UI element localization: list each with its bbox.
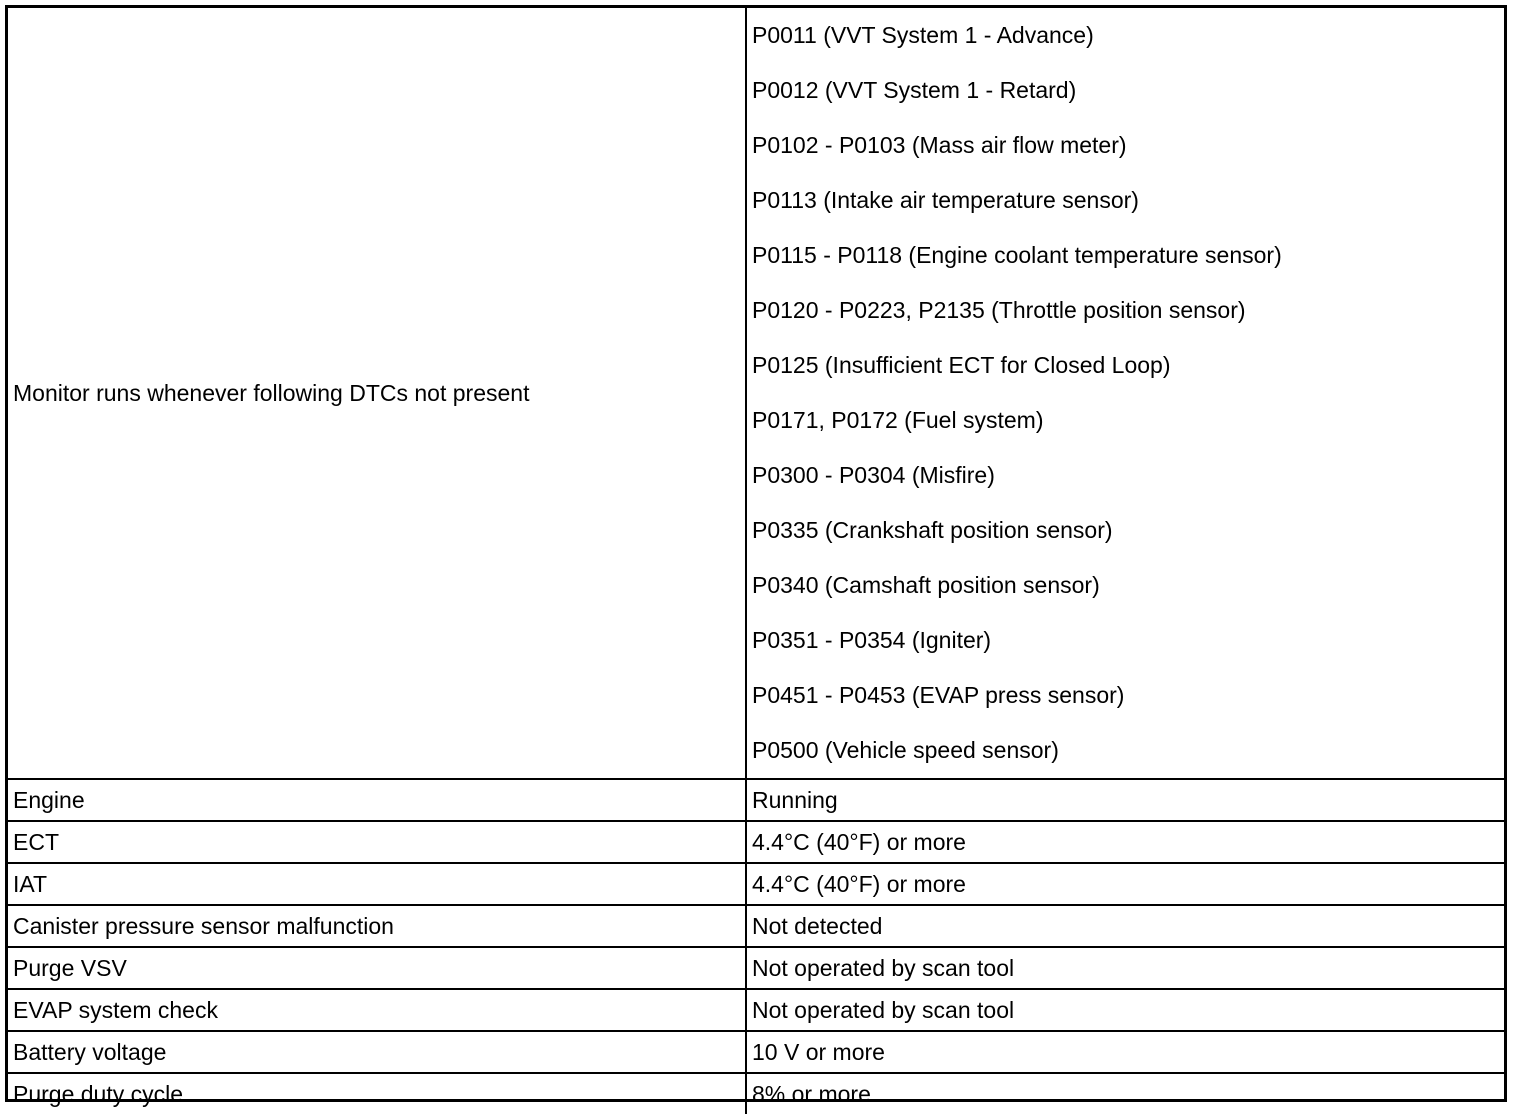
- row-label: Engine: [8, 779, 746, 821]
- dtc-item: P0113 (Intake air temperature sensor): [752, 187, 1139, 213]
- dtc-item: P0335 (Crankshaft position sensor): [752, 517, 1113, 543]
- row-label: ECT: [8, 821, 746, 863]
- row-value: 4.4°C (40°F) or more: [746, 821, 1504, 863]
- table-row-iat: [8, 863, 1504, 905]
- row-label: IAT: [8, 863, 746, 905]
- dtc-item: P0125 (Insufficient ECT for Closed Loop): [752, 352, 1171, 378]
- dtc-list: [752, 8, 1504, 778]
- dtc-item: P0300 - P0304 (Misfire): [752, 462, 995, 488]
- monitor-conditions-table: [8, 8, 1504, 1114]
- dtc-item: P0115 - P0118 (Engine coolant temperature sensor): [752, 242, 1282, 268]
- row-value: 4.4°C (40°F) or more: [746, 863, 1504, 905]
- row-label: Battery voltage: [8, 1031, 746, 1073]
- row-value: Not operated by scan tool: [746, 947, 1504, 989]
- row-value: Not operated by scan tool: [746, 989, 1504, 1031]
- table-row-engine: [8, 779, 1504, 821]
- row-value: Not detected: [746, 905, 1504, 947]
- conditions-table-container: [5, 5, 1507, 1107]
- row-label: Purge duty cycle: [8, 1073, 746, 1114]
- row-value: 10 V or more: [746, 1031, 1504, 1073]
- table-row-ect: [8, 821, 1504, 863]
- table-row-purge-vsv: [8, 947, 1504, 989]
- dtc-item: P0171, P0172 (Fuel system): [752, 407, 1044, 433]
- row-label: EVAP system check: [8, 989, 746, 1031]
- dtc-item: P0012 (VVT System 1 - Retard): [752, 77, 1077, 103]
- dtc-condition-label: Monitor runs whenever following DTCs not present: [8, 8, 746, 779]
- dtc-item: P0011 (VVT System 1 - Advance): [752, 22, 1094, 48]
- row-label: Purge VSV: [8, 947, 746, 989]
- dtc-list-cell: [746, 8, 1504, 779]
- table-row-evap-check: [8, 989, 1504, 1031]
- dtc-item: P0340 (Camshaft position sensor): [752, 572, 1100, 598]
- row-value: Running: [746, 779, 1504, 821]
- dtc-item: P0102 - P0103 (Mass air flow meter): [752, 132, 1127, 158]
- table-row-canister-pressure: [8, 905, 1504, 947]
- row-value: 8% or more: [746, 1073, 1504, 1114]
- dtc-item: P0351 - P0354 (Igniter): [752, 627, 992, 653]
- row-label: Canister pressure sensor malfunction: [8, 905, 746, 947]
- dtc-item: P0120 - P0223, P2135 (Throttle position sensor): [752, 297, 1246, 323]
- dtc-item: P0500 (Vehicle speed sensor): [752, 737, 1059, 763]
- table-row-battery-voltage: [8, 1031, 1504, 1073]
- table-row-purge-duty-cycle: [8, 1073, 1504, 1114]
- dtc-item: P0451 - P0453 (EVAP press sensor): [752, 682, 1125, 708]
- dtc-condition-row: [8, 8, 1504, 779]
